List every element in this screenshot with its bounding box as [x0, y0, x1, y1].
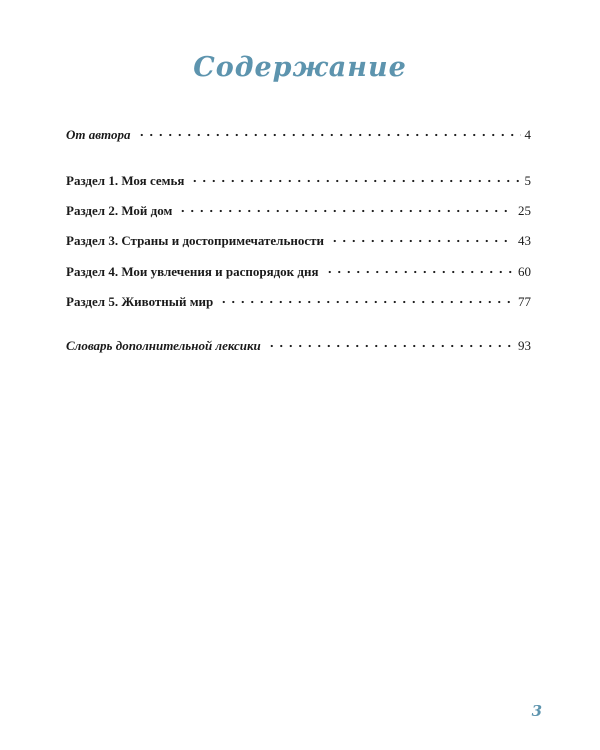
toc-entry-section-3[interactable] [66, 231, 531, 249]
toc-entry-page: 4 [524, 127, 531, 142]
dot-leader [219, 297, 514, 307]
toc-entry-section-4[interactable] [66, 262, 531, 280]
page-title: Содержание [193, 52, 407, 83]
dot-leader [325, 267, 514, 277]
toc-entry-label: От автора [66, 127, 131, 142]
toc-entry-label: Раздел 5. Животный мир [66, 294, 214, 309]
dot-leader [330, 236, 514, 246]
toc-entry-section-5[interactable] [66, 292, 531, 310]
toc-entry-page: 25 [518, 203, 531, 218]
toc-entry-page: 5 [524, 173, 531, 188]
dot-leader [137, 130, 521, 140]
toc-entry-label: Словарь дополнительной лексики [66, 338, 261, 353]
toc-entry-page: 60 [518, 264, 531, 279]
page-number: 3 [531, 702, 542, 720]
toc-entry-label: Раздел 1. Моя семья [66, 173, 185, 188]
dot-leader [178, 206, 514, 216]
toc-entry-page: 77 [518, 294, 531, 309]
toc-entry-section-2[interactable] [66, 201, 531, 219]
toc-entry-page: 93 [518, 338, 531, 353]
toc-entry-label: Раздел 3. Страны и достопримечательности [66, 233, 324, 248]
toc-entry-section-1[interactable] [66, 171, 531, 189]
toc-entry-label: Раздел 4. Мои увлечения и распорядок дня [66, 264, 319, 279]
toc-entry-glossary[interactable] [66, 336, 531, 354]
dot-leader [267, 341, 514, 351]
toc-entry-author[interactable] [66, 125, 531, 143]
dot-leader [190, 176, 520, 186]
toc-entry-page: 43 [518, 233, 531, 248]
toc-entry-label: Раздел 2. Мой дом [66, 203, 173, 218]
